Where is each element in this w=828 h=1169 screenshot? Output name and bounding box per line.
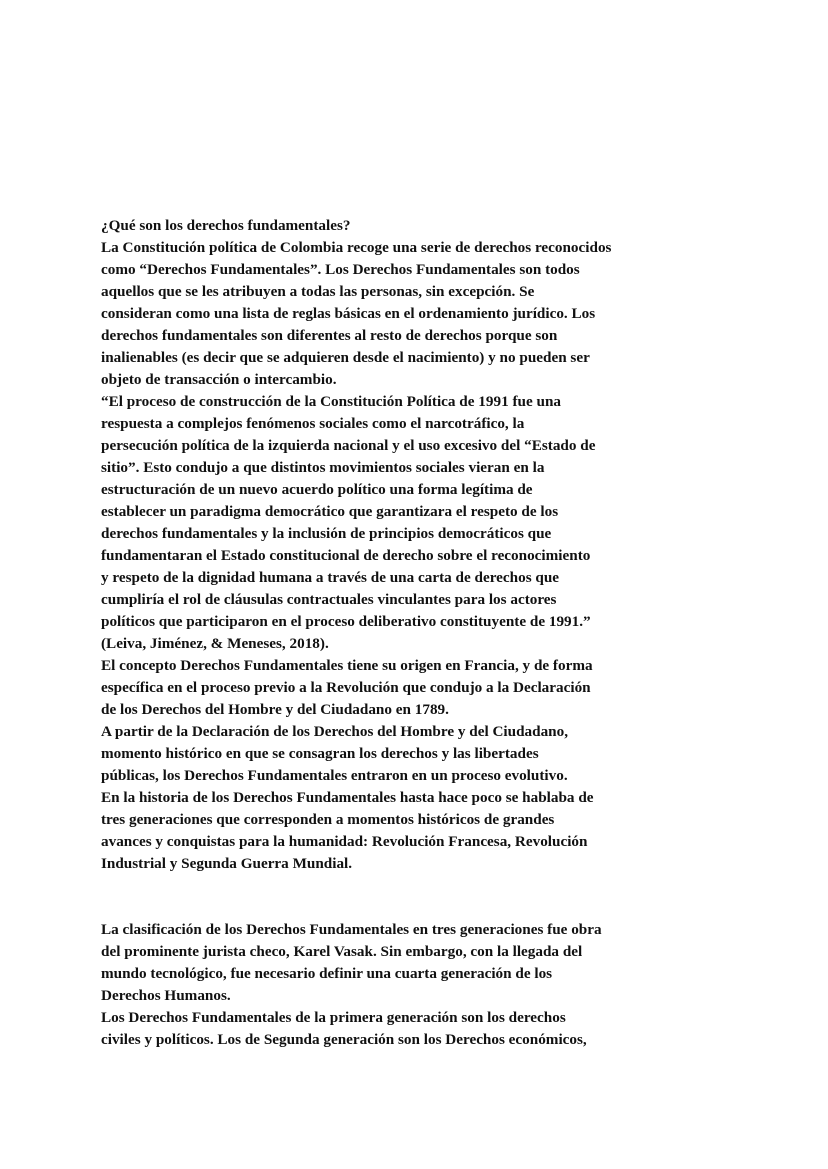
quote-line: persecución política de la izquierda nacional y el uso excesivo del “Estado de — [101, 437, 596, 454]
quote-line: derechos fundamentales y la inclusión de principios democráticos que — [101, 525, 552, 542]
text-line: La clasificación de los Derechos Fundamentales en tres generaciones fue obra — [101, 921, 602, 938]
text-line: públicas, los Derechos Fundamentales entraron en un proceso evolutivo. — [101, 767, 568, 784]
text-line: La Constitución política de Colombia recoge una serie de derechos reconocidos — [101, 239, 612, 256]
text-line: aquellos que se les atribuyen a todas las personas, sin excepción. Se — [101, 283, 535, 300]
text-line: derechos fundamentales son diferentes al resto de derechos porque son — [101, 327, 558, 344]
text-line: del prominente jurista checo, Karel Vasak. Sin embargo, con la llegada del — [101, 943, 583, 960]
quote-line: y respeto de la dignidad humana a través de una carta de derechos que — [101, 569, 560, 586]
document-body — [101, 215, 701, 1051]
quote-line: establecer un paradigma democrático que garantizara el respeto de los — [101, 503, 559, 520]
text-line: Industrial y Segunda Guerra Mundial. — [101, 855, 353, 872]
text-line: El concepto Derechos Fundamentales tiene su origen en Francia, y de forma — [101, 657, 593, 674]
text-line: Derechos Humanos. — [101, 987, 231, 1004]
heading-que-son: ¿Qué son los derechos fundamentales? — [101, 217, 351, 234]
text-line: mundo tecnológico, fue necesario definir una cuarta generación de los — [101, 965, 553, 982]
citation-line: (Leiva, Jiménez, & Meneses, 2018). — [101, 635, 329, 652]
section-2 — [101, 919, 701, 1051]
section-spacer — [101, 875, 701, 919]
text-line: objeto de transacción o intercambio. — [101, 371, 337, 388]
text-line: de los Derechos del Hombre y del Ciudadano en 1789. — [101, 701, 449, 718]
quote-line: “El proceso de construcción de la Constitución Política de 1991 fue una — [101, 393, 561, 410]
quote-line: respuesta a complejos fenómenos sociales como el narcotráfico, la — [101, 415, 525, 432]
text-line: avances y conquistas para la humanidad: Revolución Francesa, Revolución — [101, 833, 588, 850]
text-line: civiles y políticos. Los de Segunda generación son los Derechos económicos, — [101, 1031, 587, 1048]
quote-line: políticos que participaron en el proceso deliberativo constituyente de 1991.” — [101, 613, 591, 630]
section-1 — [101, 215, 701, 875]
quote-line: estructuración de un nuevo acuerdo político una forma legítima de — [101, 481, 533, 498]
text-line: Los Derechos Fundamentales de la primera generación son los derechos — [101, 1009, 566, 1026]
text-line: consideran como una lista de reglas básicas en el ordenamiento jurídico. Los — [101, 305, 596, 322]
quote-line: cumpliría el rol de cláusulas contractuales vinculantes para los actores — [101, 591, 557, 608]
text-line: momento histórico en que se consagran los derechos y las libertades — [101, 745, 539, 762]
text-line: específica en el proceso previo a la Revolución que condujo a la Declaración — [101, 679, 591, 696]
quote-line: fundamentaran el Estado constitucional de derecho sobre el reconocimiento — [101, 547, 591, 564]
text-line: En la historia de los Derechos Fundamentales hasta hace poco se hablaba de — [101, 789, 594, 806]
text-line: A partir de la Declaración de los Derechos del Hombre y del Ciudadano, — [101, 723, 569, 740]
text-line: inalienables (es decir que se adquieren desde el nacimiento) y no pueden ser — [101, 349, 590, 366]
quote-line: sitio”. Esto condujo a que distintos movimientos sociales vieran en la — [101, 459, 545, 476]
text-line: como “Derechos Fundamentales”. Los Derechos Fundamentales son todos — [101, 261, 580, 278]
text-line: tres generaciones que corresponden a momentos históricos de grandes — [101, 811, 555, 828]
